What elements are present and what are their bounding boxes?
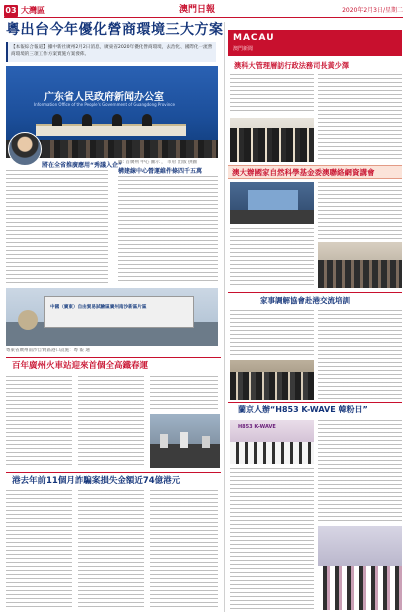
fraud-body-col1 — [6, 490, 72, 610]
lead-body-right — [118, 176, 218, 282]
train-body-col3 — [150, 376, 218, 412]
photo-sign-en: Information Office of the People's Government of Guangdong Province — [34, 102, 175, 107]
ust-body-col1 — [230, 74, 314, 114]
lead-body-left — [6, 170, 108, 284]
um-body-col2 — [318, 182, 402, 240]
ust-body-col2 — [318, 74, 402, 162]
kwave-headline-box — [232, 404, 400, 418]
kwave-stage-photo — [230, 420, 314, 464]
kwave-body-col1 — [230, 468, 314, 610]
port-caption: 粵東省廣州南沙自貿區港口設施：粵 報 通 — [6, 348, 90, 353]
mediation-headline: 家事調解協會赴港交流培訓 — [260, 296, 350, 305]
inset-caption: 將在全省推廣應用“秀議入企” — [42, 162, 122, 169]
section-divider — [228, 402, 402, 403]
column-separator — [224, 22, 225, 612]
kwave-headline: 蘭京人辦“H853 K-WAVE 韓粉日” — [238, 405, 368, 414]
mediation-body-col1 — [230, 310, 314, 358]
section-divider — [6, 472, 221, 473]
section-number: 03 — [5, 6, 17, 15]
ust-headline: 澳科大管理層訪行政法務司長黃少澤 — [234, 61, 350, 70]
ust-group-photo — [230, 118, 314, 162]
section-divider — [228, 292, 402, 293]
fraud-body-col2 — [78, 490, 144, 610]
page-header — [4, 4, 403, 18]
macau-title: MACAU — [233, 33, 275, 43]
fraud-body-col3 — [150, 490, 218, 610]
fraud-headline: 港去年前11個月詐騙案損失金額近74億港元 — [12, 476, 181, 486]
lead-subhead: 構建線中心營運維件條四千五萬 — [118, 168, 203, 175]
inset-portrait-photo — [8, 132, 42, 166]
train-station-photo — [150, 414, 220, 468]
train-body-col1 — [6, 376, 72, 468]
kwave-body-col2 — [318, 420, 402, 522]
um-seminar-photo — [230, 182, 314, 224]
kwave-crowd-photo — [318, 526, 402, 610]
issue-date: 2020年2月3日/星期二 — [342, 7, 403, 14]
um-body-col1 — [230, 228, 314, 288]
um-headline: 澳大辦國家自然科學基金委澳聯絡網資講會 — [232, 168, 375, 177]
mediation-body-col2 — [318, 310, 402, 400]
port-sign: 中國（廣東）自由貿易試驗區廣州南沙新區片區 — [50, 305, 147, 310]
lead-summary: 【本報綜合報道】據中新社廣州2月2日消息，廣東省2020年優化營商環境，去治化、國際化一流營商環境的三項工作方案實施方案發佈。 — [6, 42, 216, 62]
train-headline: 百年廣州火車站迎來首個全高鐵春運 — [12, 361, 149, 371]
lead-headline: 粵出台今年優化營商環境三大方案 — [6, 22, 224, 38]
section-divider — [6, 357, 221, 358]
kwave-badge: H853 K-WAVE — [238, 424, 276, 430]
mediation-group-photo — [230, 360, 314, 400]
photo-sign: 广东省人民政府新闻办公室 — [44, 92, 164, 103]
macau-section-box — [228, 30, 402, 56]
paper-name: 澳門日報 — [179, 5, 216, 15]
photo-caption: 圖: 首廣州 中心 圖示 ， 市府 出版 供圖 — [118, 160, 198, 165]
um-banner — [228, 165, 402, 179]
macau-subtitle: 澳門新聞 — [233, 46, 254, 52]
um-audience-photo — [318, 242, 402, 288]
nansha-port-photo — [6, 288, 218, 346]
section-name: 大灣區 — [21, 6, 45, 15]
train-body-col2 — [78, 376, 144, 468]
